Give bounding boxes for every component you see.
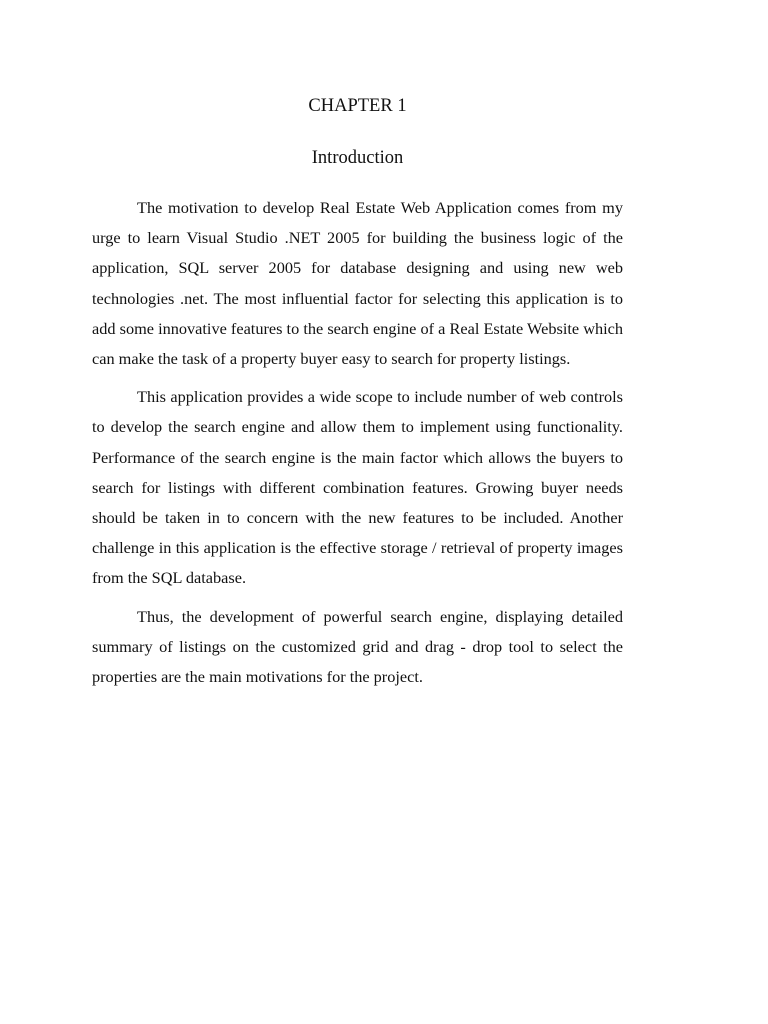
paragraph-conclusion: Thus, the development of powerful search engine, displaying detailed summary of listings on the customized grid and drag - drop tool to select the properties are the main motivations for the project. (92, 606, 623, 687)
body-text (92, 193, 623, 692)
chapter-number-heading: CHAPTER 1 (308, 96, 407, 116)
chapter-title-heading: Introduction (311, 148, 404, 168)
paragraph-motivation: The motivation to develop Real Estate Web Application comes from my urge to learn Visual Studio .NET 2005 for building the business logic of the application, SQL server 2005 for database designing and using new web technologies .net. The most influential factor for selecting this application is to add some innovative features to the search engine of a Real Estate Website which can make the task of a property buyer easy to search for property listings. (92, 198, 623, 369)
paragraph-scope: This application provides a wide scope to include number of web controls to develop the search engine and allow them to implement using functionality. Performance of the search engine is the main factor which allows the buyers to search for listings with different combination features. Growing buyer needs should be taken in to concern with the new features to be included. Another challenge in this application is the effective storage / retrieval of property images from the SQL database. (92, 387, 623, 588)
